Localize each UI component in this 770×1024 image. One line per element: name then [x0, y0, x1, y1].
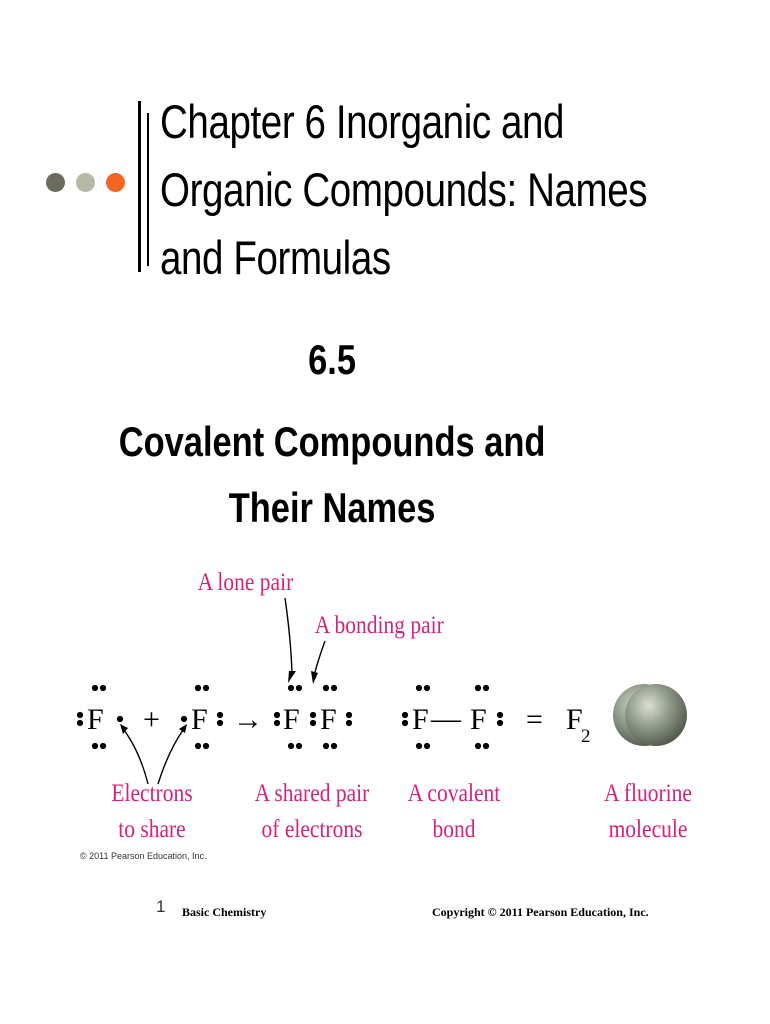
arrowhead-bonding-pair — [311, 671, 318, 684]
label-shared-pair-line-1: A shared pair — [254, 780, 370, 807]
lone-pair-dot — [475, 743, 481, 749]
pointer-arrows — [124, 598, 325, 784]
lone-pair-dot — [323, 743, 329, 749]
figure-credit: © 2011 Pearson Education, Inc. — [80, 851, 207, 861]
lone-pair-dot — [323, 685, 329, 691]
lone-pair-dot — [296, 685, 302, 691]
lone-pair-dot — [100, 685, 106, 691]
footer-course-name: Basic Chemistry — [182, 905, 267, 919]
lone-pair-dot — [274, 720, 280, 726]
lone-pair-dot — [77, 712, 83, 718]
lone-pair-dot — [483, 685, 489, 691]
lone-pair-dot — [346, 712, 352, 718]
lone-pair-dot — [203, 685, 209, 691]
chapter-title-line-1: Chapter 6 Inorganic and — [160, 95, 565, 148]
arrowhead-electron-left — [120, 724, 128, 734]
arrow-bonding-pair — [314, 641, 325, 676]
section-title-line-2: Their Names — [228, 484, 436, 531]
valence-electron-dot — [117, 716, 123, 722]
fluorine-molecule-model — [613, 684, 687, 746]
footer-copyright: Copyright © 2011 Pearson Education, Inc. — [432, 905, 649, 919]
atom-f-2: F — [191, 703, 208, 736]
lone-pair-dot — [483, 743, 489, 749]
lone-pair-dot — [424, 685, 430, 691]
atom-f-3: F — [283, 703, 300, 736]
equation-text — [87, 702, 591, 747]
valence-electron-dot — [181, 716, 187, 722]
reaction-arrow: → — [233, 703, 263, 736]
fluorine-atom-sphere-right — [625, 684, 687, 746]
atom-f-5: F — [412, 703, 429, 736]
label-bonding-pair: A bonding pair — [314, 612, 444, 639]
lone-pair-dot — [77, 720, 83, 726]
lone-pair-dot — [416, 743, 422, 749]
arrowhead-lone-pair — [288, 671, 296, 683]
lone-pair-dot — [100, 743, 106, 749]
equals-sign: = — [526, 703, 543, 736]
lone-pair-dot — [92, 685, 98, 691]
lone-pair-dot — [331, 685, 337, 691]
lone-pair-dot — [402, 712, 408, 718]
label-fluorine-molecule-line-1: A fluorine — [604, 780, 692, 807]
lone-pair-dot — [195, 743, 201, 749]
lone-pair-dot — [424, 743, 430, 749]
chapter-title-line-2: Organic Compounds: Names — [160, 163, 648, 216]
label-fluorine-molecule-line-2: molecule — [608, 816, 688, 843]
plus-sign: + — [143, 703, 160, 736]
lone-pair-dot — [274, 712, 280, 718]
molecule-subscript: 2 — [581, 726, 591, 747]
lone-pair-dot — [497, 712, 503, 718]
label-lone-pair: A lone pair — [197, 569, 294, 596]
arrowhead-electron-right — [179, 724, 187, 733]
label-shared-pair-line-2: of electrons — [261, 816, 363, 843]
lone-pair-dot — [288, 743, 294, 749]
section-number: 6.5 — [308, 336, 357, 383]
chapter-title-line-3: and Formulas — [160, 231, 391, 284]
label-electrons-to-share-line-1: Electrons — [111, 780, 193, 807]
lone-pair-dot — [288, 685, 294, 691]
lone-pair-dot — [416, 685, 422, 691]
label-electrons-to-share — [100, 776, 203, 848]
lone-pair-dot — [296, 743, 302, 749]
label-covalent-bond — [406, 776, 502, 848]
atom-f-6: F — [470, 703, 487, 736]
bonding-pair-dot — [310, 712, 316, 718]
label-covalent-bond-line-1: A covalent — [407, 780, 501, 807]
lone-pair-dot — [346, 720, 352, 726]
lone-pair-dot — [195, 685, 201, 691]
label-covalent-bond-line-2: bond — [432, 816, 476, 843]
lone-pair-dot — [475, 685, 481, 691]
lone-pair-dot — [217, 720, 223, 726]
molecule-f: F — [566, 703, 583, 736]
lone-pair-dot — [217, 712, 223, 718]
label-fluorine-molecule — [600, 776, 696, 848]
atom-f-4: F — [320, 703, 337, 736]
lone-pair-dot — [331, 743, 337, 749]
lone-pair-dot — [497, 720, 503, 726]
section-title-line-1: Covalent Compounds and — [118, 418, 546, 465]
label-shared-pair — [252, 776, 372, 848]
arrow-lone-pair — [285, 598, 292, 674]
lone-pair-dot — [402, 720, 408, 726]
bond-line: — — [431, 702, 461, 735]
lone-pair-dot — [203, 743, 209, 749]
page-number: 1 — [156, 897, 166, 916]
label-electrons-to-share-line-2: to share — [118, 816, 186, 843]
bonding-pair-dot — [310, 720, 316, 726]
atom-f-1: F — [87, 703, 104, 736]
lone-pair-dot — [92, 743, 98, 749]
